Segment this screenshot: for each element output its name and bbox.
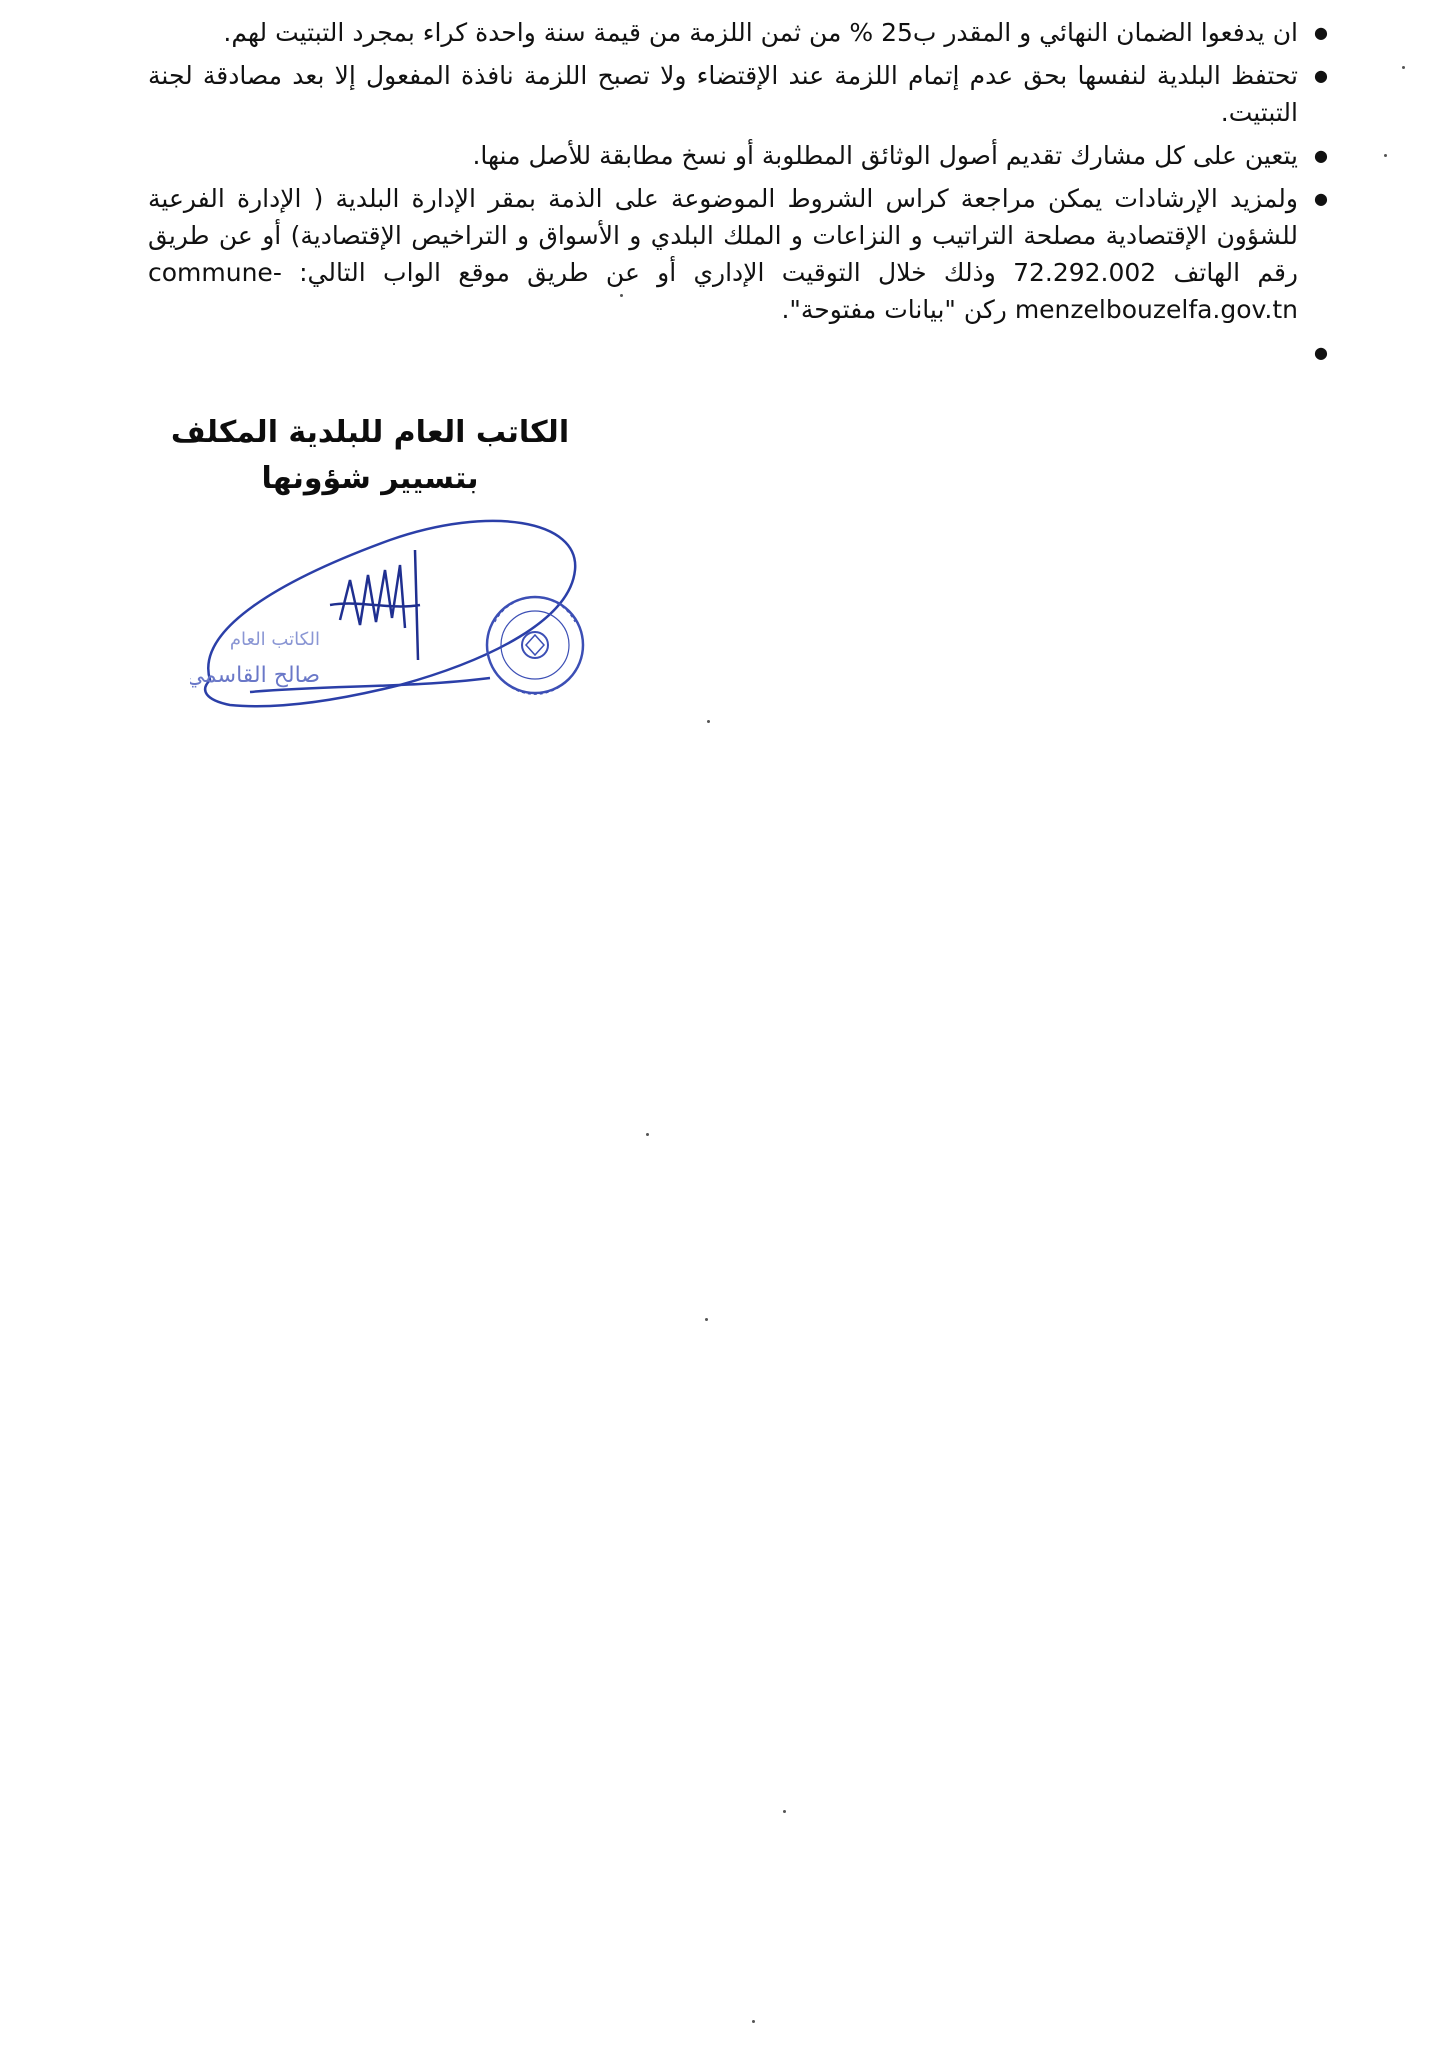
scan-speck — [620, 294, 623, 297]
signatory-subtitle: بتسيير شؤونها — [261, 461, 479, 496]
scan-speck — [705, 1318, 708, 1321]
signature-scribble — [330, 550, 420, 660]
signatory-title: الكاتب العام للبلدية المكلف — [170, 415, 570, 450]
condition-original-documents: ● يتعين على كل مشارك تقديم أصول الوثائق المطلوبة أو نسخ مطابقة للأصل منها. — [148, 137, 1328, 174]
conditions-list — [148, 14, 1328, 377]
scan-speck — [783, 1810, 786, 1813]
scan-speck — [1384, 154, 1387, 157]
condition-more-information: ● ولمزيد الإرشادات يمكن مراجعة كراس الشروط الموضوعة على الذمة بمقر الإدارة البلدية ( الإدارة الفرعية للشؤون الإقتصادية مصلحة التراتيب و النزاعات و الملك البلدي و الأسواق و التراخيص الإقتصادية) أو عن طريق رقم الهاتف 72.292.002 وذلك خلال التوقيت الإداري أو عن طريق موقع الواب التالي: commune-menzelbouzelfa.gov.tn ركن "بيانات مفتوحة". — [148, 180, 1328, 328]
scan-speck — [707, 720, 710, 723]
scan-speck — [752, 2020, 755, 2023]
empty-bullet — [148, 334, 1328, 371]
scan-speck — [1402, 66, 1405, 69]
municipality-stamp — [487, 597, 583, 694]
signature-block — [160, 410, 580, 502]
handwritten-title: الكاتب العام — [229, 629, 320, 650]
scan-speck — [646, 1133, 649, 1136]
condition-final-guarantee: ● ان يدفعوا الضمان النهائي و المقدر ب25 % من ثمن اللزمة من قيمة سنة واحدة كراء بمجرد التبتيت لهم. — [148, 14, 1328, 51]
signature-stamp-graphic — [190, 510, 610, 730]
handwritten-name: صالح القاسمي — [190, 663, 320, 688]
condition-municipality-rights: ● تحتفظ البلدية لنفسها بحق عدم إتمام اللزمة عند الإقتضاء ولا تصبح اللزمة نافذة المفعول إلا بعد مصادقة لجنة التبتيت. — [148, 57, 1328, 131]
signature-and-stamp — [190, 510, 610, 730]
